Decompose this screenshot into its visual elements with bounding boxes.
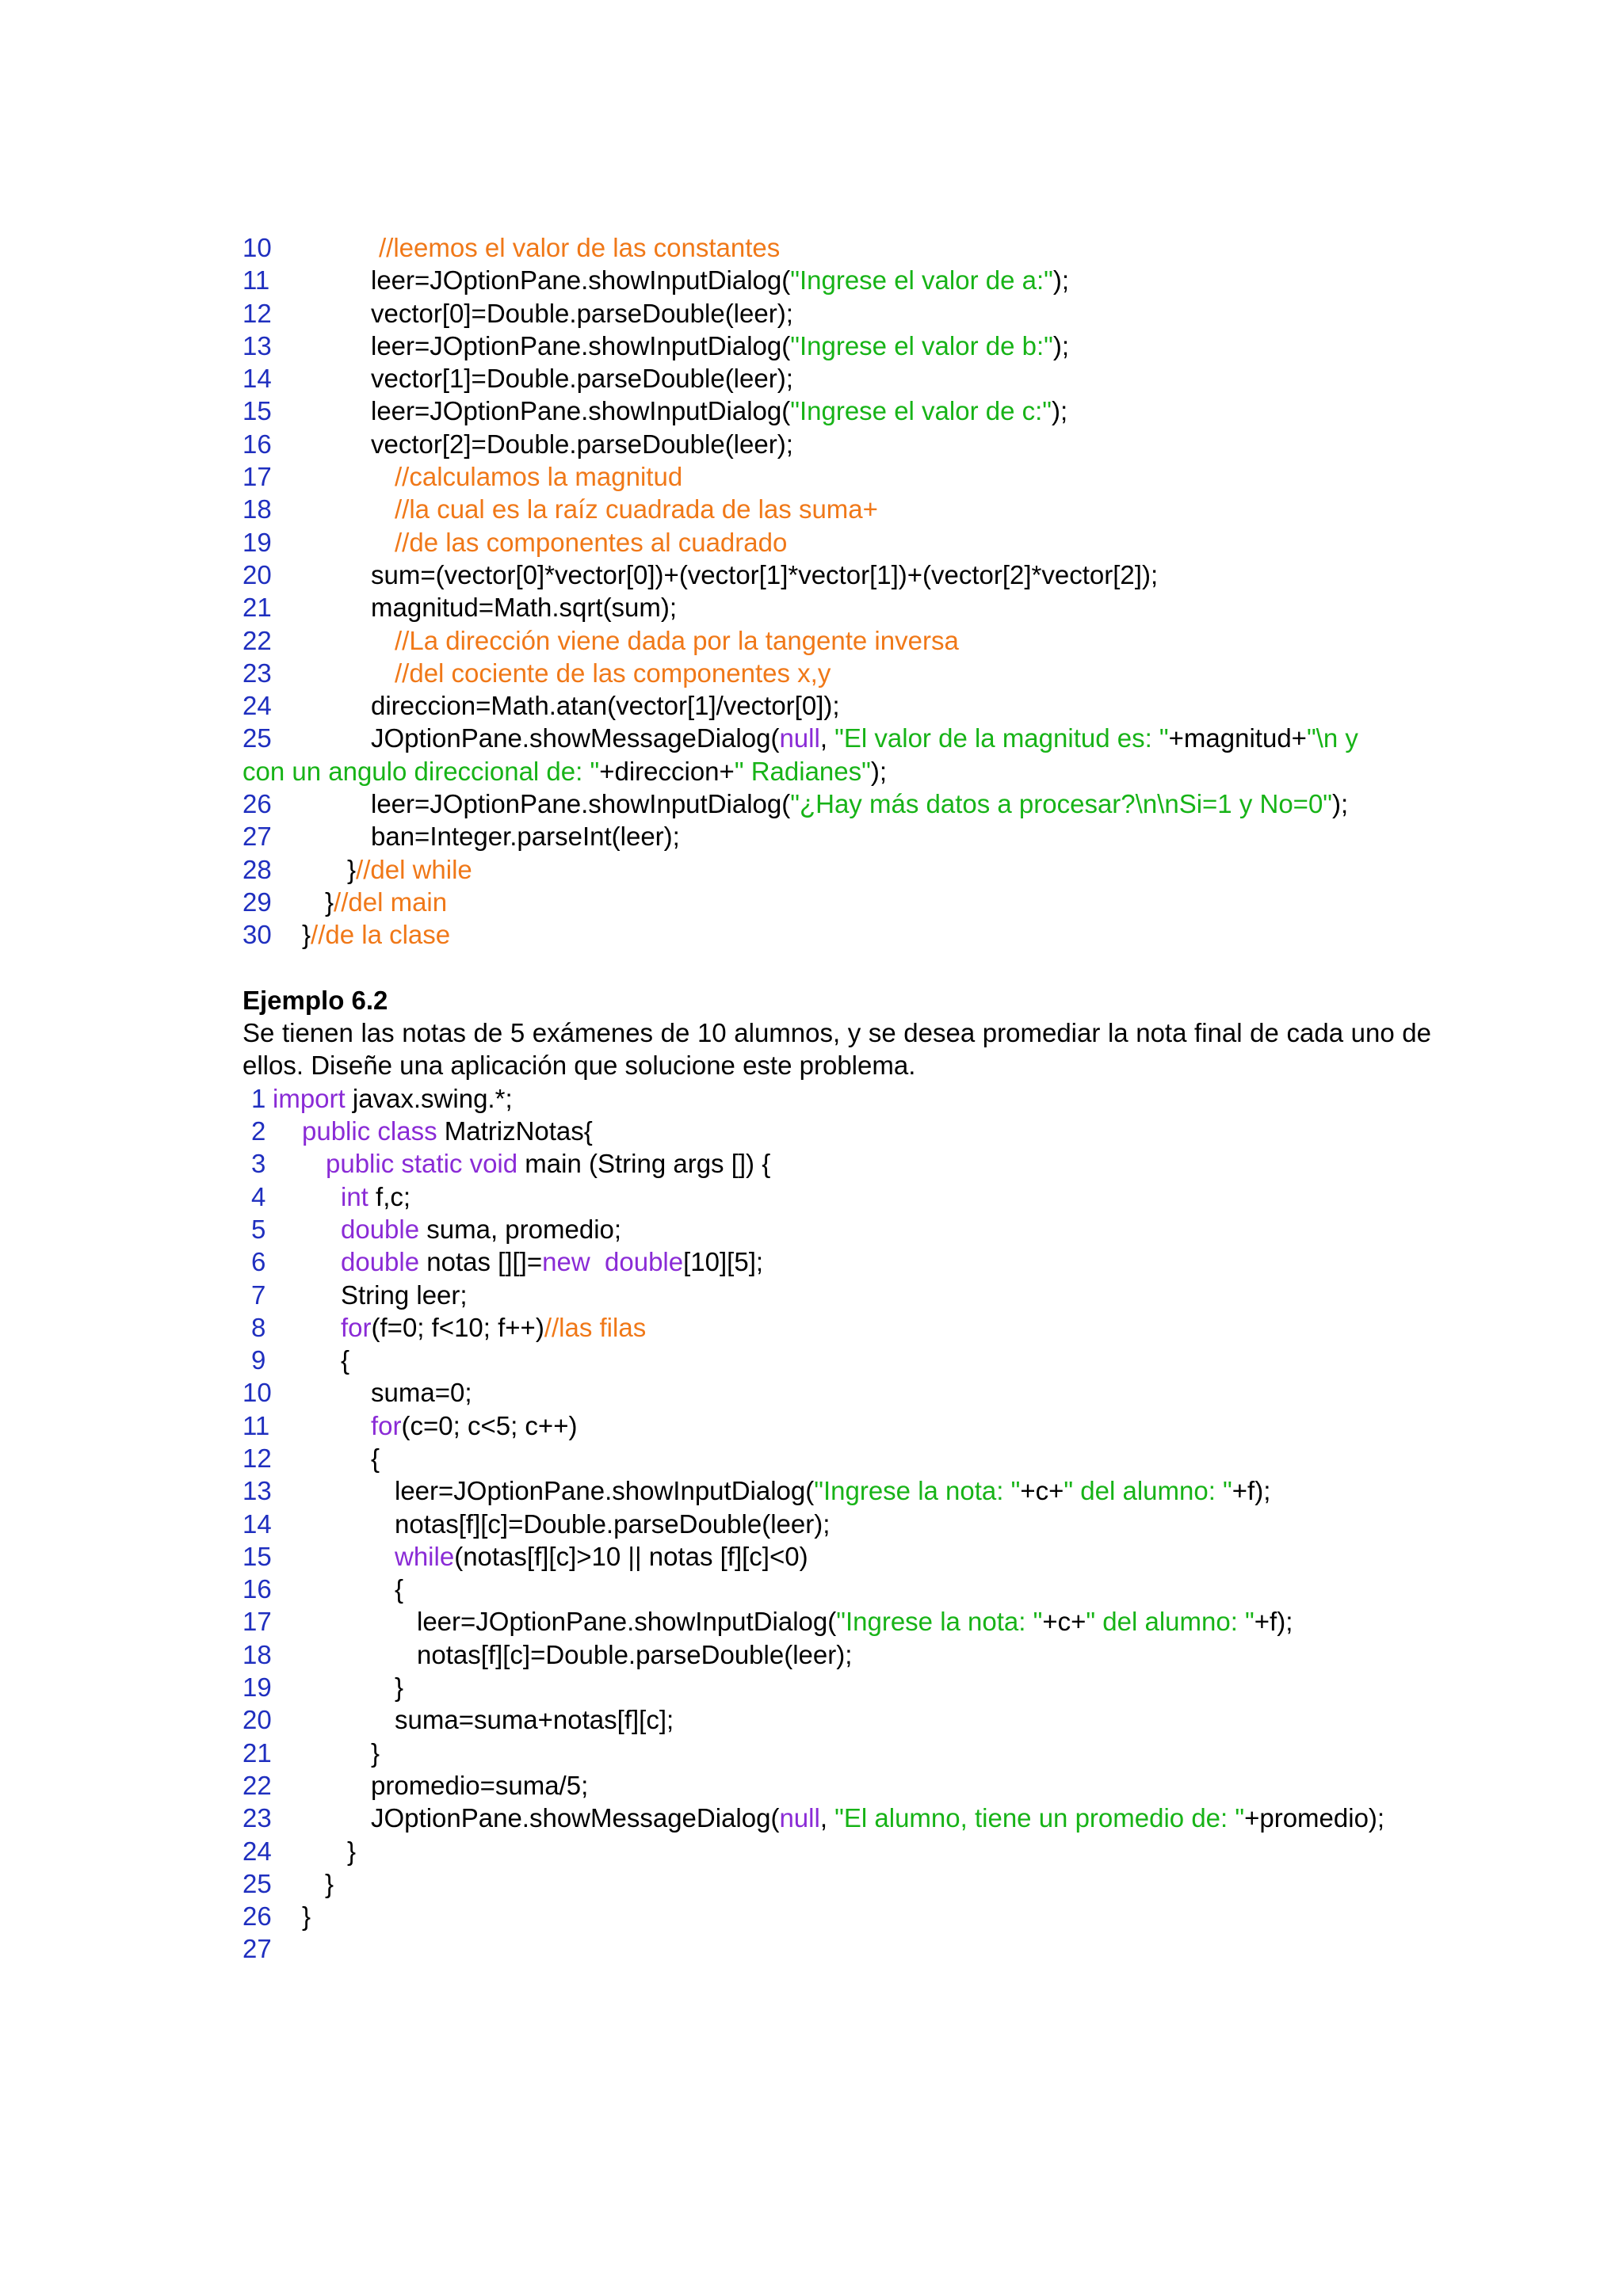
code-line (242, 886, 1431, 918)
comment-token: //calculamos la magnitud (395, 462, 683, 492)
line-number: 11 (242, 1410, 270, 1440)
code-text (395, 493, 878, 525)
code-text (341, 1311, 646, 1344)
code-token: suma=suma+notas[f][c]; (395, 1705, 674, 1735)
code-line (242, 1900, 1431, 1932)
code-line (242, 1115, 1431, 1147)
line-number: 25 (242, 1868, 272, 1898)
code-token: leer=JOptionPane.showInputDialog( (417, 1607, 837, 1637)
code-token: +f); (1232, 1476, 1271, 1506)
line-number: 15 (242, 1541, 272, 1571)
code-token: [10][5]; (683, 1247, 764, 1277)
code-token: (c=0; c<5; c++) (401, 1410, 578, 1440)
comment-token: //del while (356, 854, 472, 884)
keyword-token: double (341, 1214, 420, 1244)
code-token: leer=JOptionPane.showInputDialog( (371, 396, 791, 426)
code-text (417, 1605, 1293, 1638)
code-line (242, 689, 1431, 722)
keyword-token: public class (302, 1116, 437, 1146)
code-line (242, 918, 1431, 951)
code-line (242, 1769, 1431, 1802)
code-text (395, 526, 787, 559)
line-number: 24 (242, 1836, 272, 1866)
code-line (242, 1147, 1431, 1180)
line-number: 27 (242, 822, 272, 852)
code-token: leer=JOptionPane.showInputDialog( (371, 789, 791, 819)
code-line (242, 362, 1431, 395)
code-text (371, 722, 1358, 754)
code-line (242, 624, 1431, 657)
code-token: (f=0; f<10; f++) (371, 1312, 544, 1342)
keyword-token: for (371, 1410, 402, 1440)
code-text (242, 755, 887, 788)
string-token: " del alumno: " (1086, 1607, 1254, 1637)
code-line (242, 1409, 1431, 1442)
code-token: +magnitud+ (1168, 723, 1307, 753)
code-line (242, 559, 1431, 591)
line-number: 22 (242, 1770, 272, 1800)
code-token: } (371, 1737, 380, 1768)
line-number: 10 (242, 1378, 272, 1408)
code-line (242, 591, 1431, 624)
line-number: 13 (242, 1476, 272, 1506)
code-token: } (302, 1901, 311, 1932)
code-line (242, 493, 1431, 525)
line-number: 2 (251, 1116, 266, 1146)
code-text (341, 1279, 468, 1311)
line-number: 23 (242, 1803, 272, 1833)
line-number: 28 (242, 854, 272, 884)
code-token: promedio=suma/5; (371, 1770, 589, 1800)
code-token: ); (1052, 396, 1068, 426)
keyword-token: int (341, 1181, 369, 1211)
code-text (347, 1835, 356, 1867)
code-line (242, 1376, 1431, 1409)
comment-token: //La dirección viene dada por la tangente inversa (395, 625, 959, 655)
code-text (379, 231, 780, 264)
code-token: } (347, 1836, 357, 1866)
comment-token: //la cual es la raíz cuadrada de las suma+ (395, 494, 878, 524)
string-token: "Ingrese el valor de b:" (790, 330, 1053, 360)
line-number: 6 (251, 1247, 266, 1277)
code-token: , (819, 1803, 835, 1833)
code-line (242, 1703, 1431, 1736)
code-token: direccion=Math.atan(vector[1]/vector[0]); (371, 691, 840, 721)
line-number: 21 (242, 593, 272, 623)
code-token: leer=JOptionPane.showInputDialog( (371, 330, 791, 360)
code-token: notas[f][c]=Double.parseDouble(leer); (417, 1639, 853, 1669)
code-text (371, 1737, 380, 1769)
code-token: notas [][]= (419, 1247, 543, 1277)
line-number: 1 (251, 1083, 266, 1113)
example-heading: Ejemplo 6.2 (242, 985, 388, 1015)
code-line (242, 428, 1431, 460)
code-line (242, 1508, 1431, 1540)
code-token: vector[0]=Double.parseDouble(leer); (371, 298, 793, 328)
line-number: 14 (242, 364, 272, 394)
code-text (341, 1344, 349, 1376)
code-token (590, 1247, 605, 1276)
code-text (371, 1376, 472, 1409)
code-text (273, 1082, 513, 1115)
string-token: " del alumno: " (1064, 1476, 1232, 1506)
code-text (347, 853, 472, 886)
code-text (395, 1540, 808, 1573)
line-number: 5 (251, 1214, 266, 1244)
code-text (371, 264, 1069, 296)
example-description: Se tienen las notas de 5 exámenes de 10 alumnos, y se desea promediar la nota final de cada uno de ellos. Diseñe una aplicación que solucione este problema. (242, 1018, 1431, 1081)
code-token: +promedio); (1244, 1803, 1385, 1833)
code-token: suma=0; (371, 1378, 472, 1408)
code-text (371, 362, 793, 395)
string-token: "El valor de la magnitud es: " (834, 723, 1169, 753)
code-line (242, 1867, 1431, 1900)
code-token: ban=Integer.parseInt(leer); (371, 822, 680, 852)
line-number: 16 (242, 429, 272, 459)
code-block-continuation (242, 231, 1431, 952)
code-line (242, 264, 1431, 296)
comment-token: //de la clase (311, 920, 451, 950)
line-number: 21 (242, 1737, 272, 1768)
line-number: 18 (242, 494, 272, 524)
code-token: (notas[f][c]>10 || notas [f][c]<0) (454, 1541, 808, 1571)
code-line (242, 1474, 1431, 1507)
line-number: 25 (242, 723, 272, 753)
comment-token: //del cociente de las componentes x,y (395, 658, 831, 688)
code-block-matriz-notas (242, 1082, 1431, 1966)
code-token: { (371, 1443, 380, 1473)
code-text (325, 1867, 334, 1900)
code-line (242, 1638, 1431, 1671)
line-number: 10 (242, 233, 272, 262)
code-token: JOptionPane.showMessageDialog( (371, 1803, 780, 1833)
string-token: "\n y (1306, 723, 1358, 753)
code-token: } (325, 887, 334, 917)
keyword-token: import (273, 1083, 346, 1113)
line-number: 27 (242, 1934, 272, 1964)
code-text (395, 1474, 1270, 1507)
string-token: "¿Hay más datos a procesar?\n\nSi=1 y No=0" (790, 789, 1333, 819)
code-line (242, 1540, 1431, 1573)
code-line (242, 1802, 1431, 1834)
code-text (302, 1115, 593, 1147)
code-line (242, 1932, 1431, 1965)
string-token: "El alumno, tiene un promedio de: " (834, 1803, 1245, 1833)
code-token: notas[f][c]=Double.parseDouble(leer); (395, 1508, 831, 1539)
string-token: " Radianes" (734, 756, 871, 786)
line-number: 8 (251, 1312, 266, 1342)
code-token: +f); (1254, 1607, 1293, 1637)
comment-token: //del main (334, 887, 448, 917)
code-text (395, 657, 831, 689)
code-text (395, 1573, 403, 1605)
line-number: 7 (251, 1280, 266, 1310)
code-text (371, 591, 677, 624)
code-token: f,c; (368, 1181, 411, 1211)
code-line (242, 788, 1431, 820)
string-token: "Ingrese la nota: " (836, 1607, 1043, 1637)
code-line (242, 1442, 1431, 1474)
code-line (242, 1311, 1431, 1344)
line-number: 20 (242, 1705, 272, 1735)
code-line (242, 820, 1431, 852)
code-token: , (819, 723, 835, 753)
code-token: { (341, 1345, 350, 1375)
code-text (371, 1802, 1384, 1834)
comment-token: //las filas (544, 1312, 647, 1342)
line-number: 9 (251, 1345, 266, 1375)
code-text (371, 689, 840, 722)
code-line (242, 1180, 1431, 1213)
code-token: magnitud=Math.sqrt(sum); (371, 593, 678, 623)
code-line (242, 755, 1431, 788)
line-number: 14 (242, 1508, 272, 1539)
code-text (371, 1769, 588, 1802)
code-token: leer=JOptionPane.showInputDialog( (395, 1476, 815, 1506)
line-number: 24 (242, 691, 272, 721)
code-token: vector[2]=Double.parseDouble(leer); (371, 429, 793, 459)
code-line (242, 231, 1431, 264)
code-text (395, 1508, 830, 1540)
code-line (242, 1573, 1431, 1605)
code-text (341, 1180, 411, 1213)
code-token: String leer; (341, 1280, 468, 1310)
comment-token: //de las componentes al cuadrado (395, 527, 788, 557)
code-line (242, 1671, 1431, 1703)
code-token: +direccion+ (599, 756, 735, 786)
code-text (371, 297, 793, 330)
keyword-token: for (341, 1312, 372, 1342)
document-page (242, 231, 1431, 1966)
code-text (395, 460, 682, 493)
line-number: 11 (242, 265, 270, 296)
code-text (302, 1900, 311, 1932)
line-number: 12 (242, 1443, 272, 1473)
string-token: "Ingrese el valor de a:" (790, 265, 1053, 296)
code-line (242, 1835, 1431, 1867)
keyword-token: null (779, 1803, 820, 1833)
code-line (242, 1213, 1431, 1245)
code-token: JOptionPane.showMessageDialog( (371, 723, 780, 753)
code-token: leer=JOptionPane.showInputDialog( (371, 265, 791, 296)
line-number: 26 (242, 1901, 272, 1932)
code-text (395, 1671, 403, 1703)
line-number: 20 (242, 559, 272, 589)
code-text (371, 788, 1348, 820)
code-token: +c+ (1020, 1476, 1064, 1506)
keyword-token: double (341, 1247, 420, 1277)
string-token: "Ingrese la nota: " (814, 1476, 1021, 1506)
code-text (341, 1245, 763, 1278)
code-token: sum=(vector[0]*vector[0])+(vector[1]*vector[1])+(vector[2]*vector[2]); (371, 559, 1159, 589)
line-number: 17 (242, 1607, 272, 1637)
line-number: 17 (242, 462, 272, 492)
code-token: { (395, 1574, 404, 1604)
code-line (242, 1245, 1431, 1278)
code-token: vector[1]=Double.parseDouble(leer); (371, 364, 793, 394)
code-token: MatrizNotas{ (437, 1116, 593, 1146)
keyword-token: while (395, 1541, 455, 1571)
code-line (242, 297, 1431, 330)
code-text (371, 1442, 380, 1474)
code-text (341, 1213, 621, 1245)
keyword-token: new (542, 1247, 590, 1277)
line-number: 19 (242, 527, 272, 557)
code-token: main (String args []) { (517, 1149, 771, 1179)
code-text (302, 918, 450, 951)
string-token: con un angulo direccional de: " (242, 756, 600, 786)
code-text (395, 1703, 674, 1736)
code-text (417, 1638, 852, 1671)
code-token: ); (1052, 265, 1070, 296)
line-number: 29 (242, 887, 272, 917)
line-number: 15 (242, 396, 272, 426)
line-number: 22 (242, 625, 272, 655)
line-number: 26 (242, 789, 272, 819)
code-token: } (302, 920, 311, 950)
code-token: } (325, 1868, 334, 1898)
spacer (242, 952, 1431, 984)
code-text (395, 624, 959, 657)
code-text (371, 1409, 577, 1442)
comment-token: //leemos el valor de las constantes (379, 233, 781, 262)
code-text (371, 428, 793, 460)
code-text (371, 559, 1158, 591)
code-text (371, 820, 680, 852)
code-token: javax.swing.*; (345, 1083, 513, 1113)
code-line (242, 330, 1431, 362)
code-token: } (395, 1672, 404, 1703)
code-line (242, 1279, 1431, 1311)
code-text (325, 886, 447, 918)
line-number: 16 (242, 1574, 272, 1604)
line-number: 3 (251, 1149, 266, 1179)
code-token: } (347, 854, 357, 884)
code-token: ); (870, 756, 888, 786)
code-line (242, 1737, 1431, 1769)
code-line (242, 1082, 1431, 1115)
code-line (242, 657, 1431, 689)
code-token: suma, promedio; (419, 1214, 622, 1244)
line-number: 30 (242, 920, 272, 950)
code-text (326, 1147, 770, 1180)
keyword-token: double (605, 1247, 684, 1277)
code-token: +c+ (1042, 1607, 1086, 1637)
line-number: 4 (251, 1181, 266, 1211)
keyword-token: public static void (326, 1149, 518, 1179)
code-text (371, 330, 1069, 362)
line-number: 23 (242, 658, 272, 688)
code-line (242, 395, 1431, 427)
code-line (242, 1605, 1431, 1638)
code-token: ); (1052, 330, 1070, 360)
keyword-token: null (779, 723, 820, 753)
line-number: 19 (242, 1672, 272, 1703)
code-token: ); (1332, 789, 1349, 819)
line-number: 13 (242, 330, 272, 360)
line-number: 18 (242, 1639, 272, 1669)
code-line (242, 853, 1431, 886)
string-token: "Ingrese el valor de c:" (790, 396, 1052, 426)
code-text (371, 395, 1067, 427)
code-line (242, 460, 1431, 493)
code-line (242, 1344, 1431, 1376)
code-line (242, 722, 1431, 754)
code-line (242, 526, 1431, 559)
line-number: 12 (242, 298, 272, 328)
